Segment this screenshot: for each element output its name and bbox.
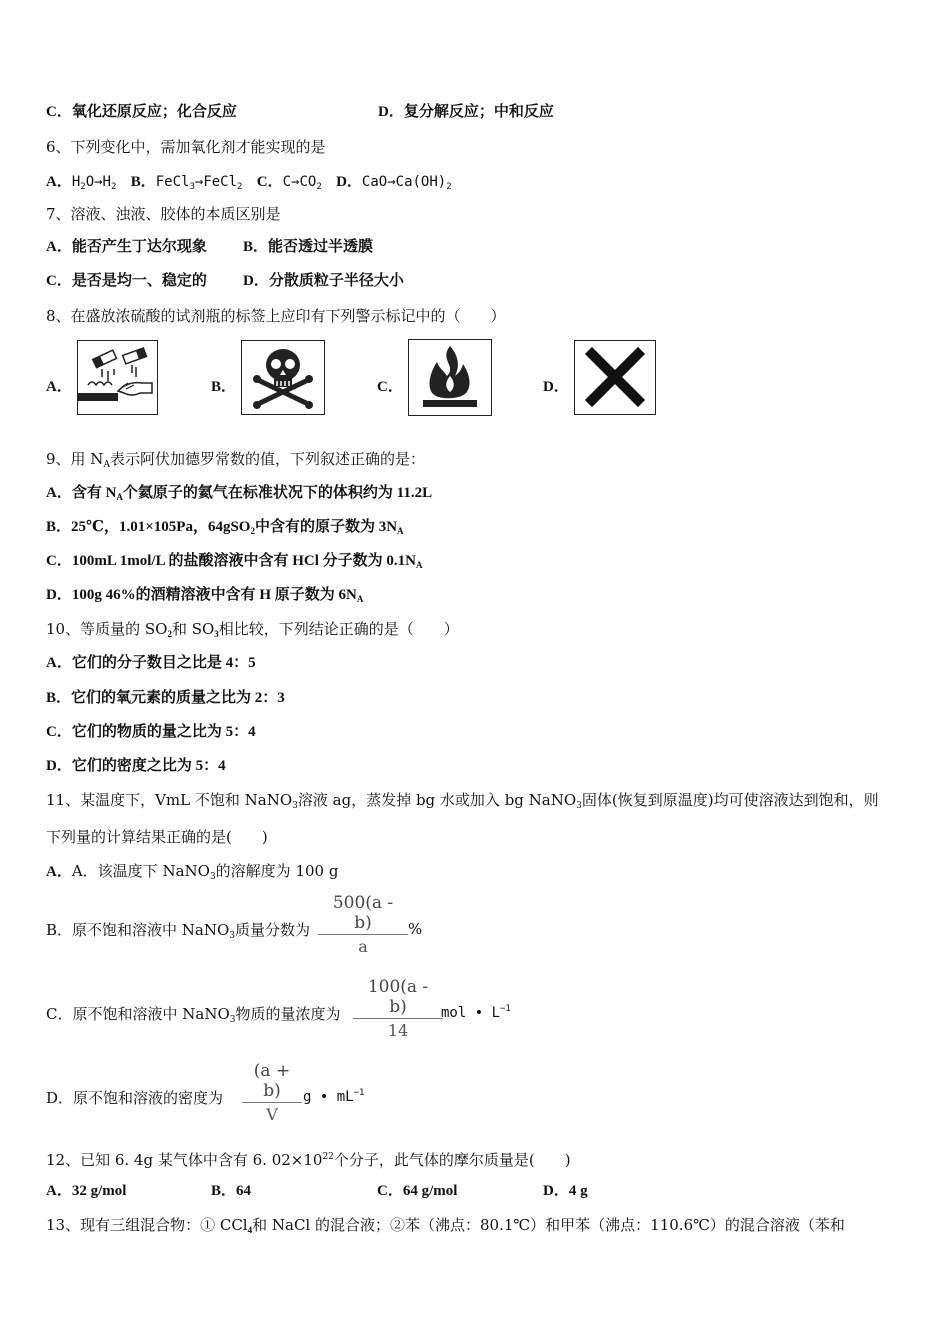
q10-option-b: B．它们的氧元素的质量之比为 2：3 (46, 690, 285, 706)
q11-option-d-fraction (242, 1061, 302, 1124)
q9-stem: 9、用 $N_A$表示阿伏加德罗常数的值，下列叙述正确的是： (46, 450, 425, 470)
q8-label-b: B． (211, 379, 237, 395)
q7-option-a: A．能否产生丁达尔现象 (46, 239, 207, 255)
q6-options: A．$H_2O\to H_2$ B．FeCl$_3$→FeCl$_2$ C．$C\to CO_2$ D．$CaO\to Ca(OH)_2$ (46, 174, 452, 192)
q11-option-b-unit: % (408, 920, 423, 938)
q13-stem: 13、现有三组混合物：① CCl$_4$和 NaCl 的混合液；②苯（沸点：80.1℃）和甲苯（沸点：110.6℃）的混合溶液（苯和 (46, 1216, 845, 1235)
q11-option-c-denominator: 14 (387, 1021, 409, 1040)
q11-option-c-unit: mol • $L^{-1}$ (441, 1004, 511, 1021)
q12-option-b: B．64 (211, 1183, 252, 1199)
q11-option-b-numerator: 500(a - b) (332, 893, 394, 933)
q8-label-d: D． (543, 379, 569, 395)
toxic-skull-icon (241, 340, 325, 415)
harmful-cross-icon (574, 340, 656, 415)
q11-option-b-fraction (318, 893, 408, 956)
q11-option-d-unit: g • $mL^{-1}$ (303, 1088, 365, 1105)
q12-stem: 12、已知 6. 4g 某气体中含有 6. $02\times 10^{22}$个分子，此气体的摩尔质量是( ) (46, 1151, 571, 1169)
q11-option-c-fraction (353, 977, 443, 1040)
q7-option-c: C．是否是均一、稳定的 (46, 273, 207, 289)
q10-option-a: A．它们的分子数目之比是 4：5 (46, 655, 256, 671)
q7-option-d: D．分散质粒子半径大小 (243, 273, 404, 289)
q11-option-c-numerator: 100(a - b) (367, 977, 429, 1017)
corrosive-icon (77, 340, 158, 415)
q11-stem-line1: 11、某温度下，VmL 不饱和 NaNO$_3$溶液 ag，蒸发掉 bg 水或加入 bg NaNO$_3$固体(恢复到原温度)均可使溶液达到饱和，则 (46, 791, 879, 811)
q10-option-c: C．它们的物质的量之比为 5：4 (46, 724, 256, 740)
q11-option-c: C．原不饱和溶液中 NaNO$_3$物质的量浓度为 (46, 1005, 341, 1025)
q12-option-a: A．32 g/mol (46, 1183, 127, 1199)
q11-option-d-numerator: (a + b) (253, 1061, 291, 1101)
q5-option-d: D．复分解反应；中和反应 (378, 104, 554, 120)
q11-option-d: D．原不饱和溶液的密度为 (46, 1089, 224, 1107)
q8-label-a: A． (46, 379, 72, 395)
q5-option-c: C．氧化还原反应；化合反应 (46, 104, 237, 120)
q11-option-d-denominator: V (266, 1105, 278, 1124)
q10-option-d: D．它们的密度之比为 5：4 (46, 758, 226, 774)
q7-stem: 7、溶液、浊液、胶体的本质区别是 (46, 205, 281, 223)
q8-stem: 8、在盛放浓硫酸的试剂瓶的标签上应印有下列警示标记中的（ ） (46, 307, 506, 325)
flammable-flame-icon (408, 339, 492, 416)
q9-option-d: D．100g 46%的酒精溶液中含有 H 原子数为 $6N_A$ (46, 587, 364, 604)
q11-option-b-denominator: a (358, 937, 368, 956)
q11-stem-line2: 下列量的计算结果正确的是( ) (46, 828, 268, 846)
q9-option-c: C．100mL 1mol/L 的盐酸溶液中含有 HCl 分子数为 $0.1N_A$ (46, 553, 423, 570)
q12-option-d: D．4 g (543, 1183, 588, 1199)
q11-option-b: B．原不饱和溶液中 NaNO$_3$质量分数为 (46, 921, 311, 941)
q7-option-b: B．能否透过半透膜 (243, 239, 374, 255)
q10-stem: 10、等质量的 $SO_2$和 $SO_3$相比较，下列结论正确的是（ ） (46, 620, 459, 639)
q8-label-c: C． (377, 379, 403, 395)
q6-stem: 6、下列变化中，需加氧化剂才能实现的是 (46, 138, 326, 156)
q11-option-a: A．A．该温度下 NaNO$_3$的溶解度为 100 g (46, 862, 339, 882)
q9-option-a: A．含有 $N_A$个氦原子的氦气在标准状况下的体积约为 11.2L (46, 485, 433, 502)
q12-option-c: C．64 g/mol (377, 1183, 458, 1199)
q9-option-b: B．25℃，1.01×105Pa，64gSO$_2$中含有的原子数为 $3N_A$ (46, 519, 404, 536)
